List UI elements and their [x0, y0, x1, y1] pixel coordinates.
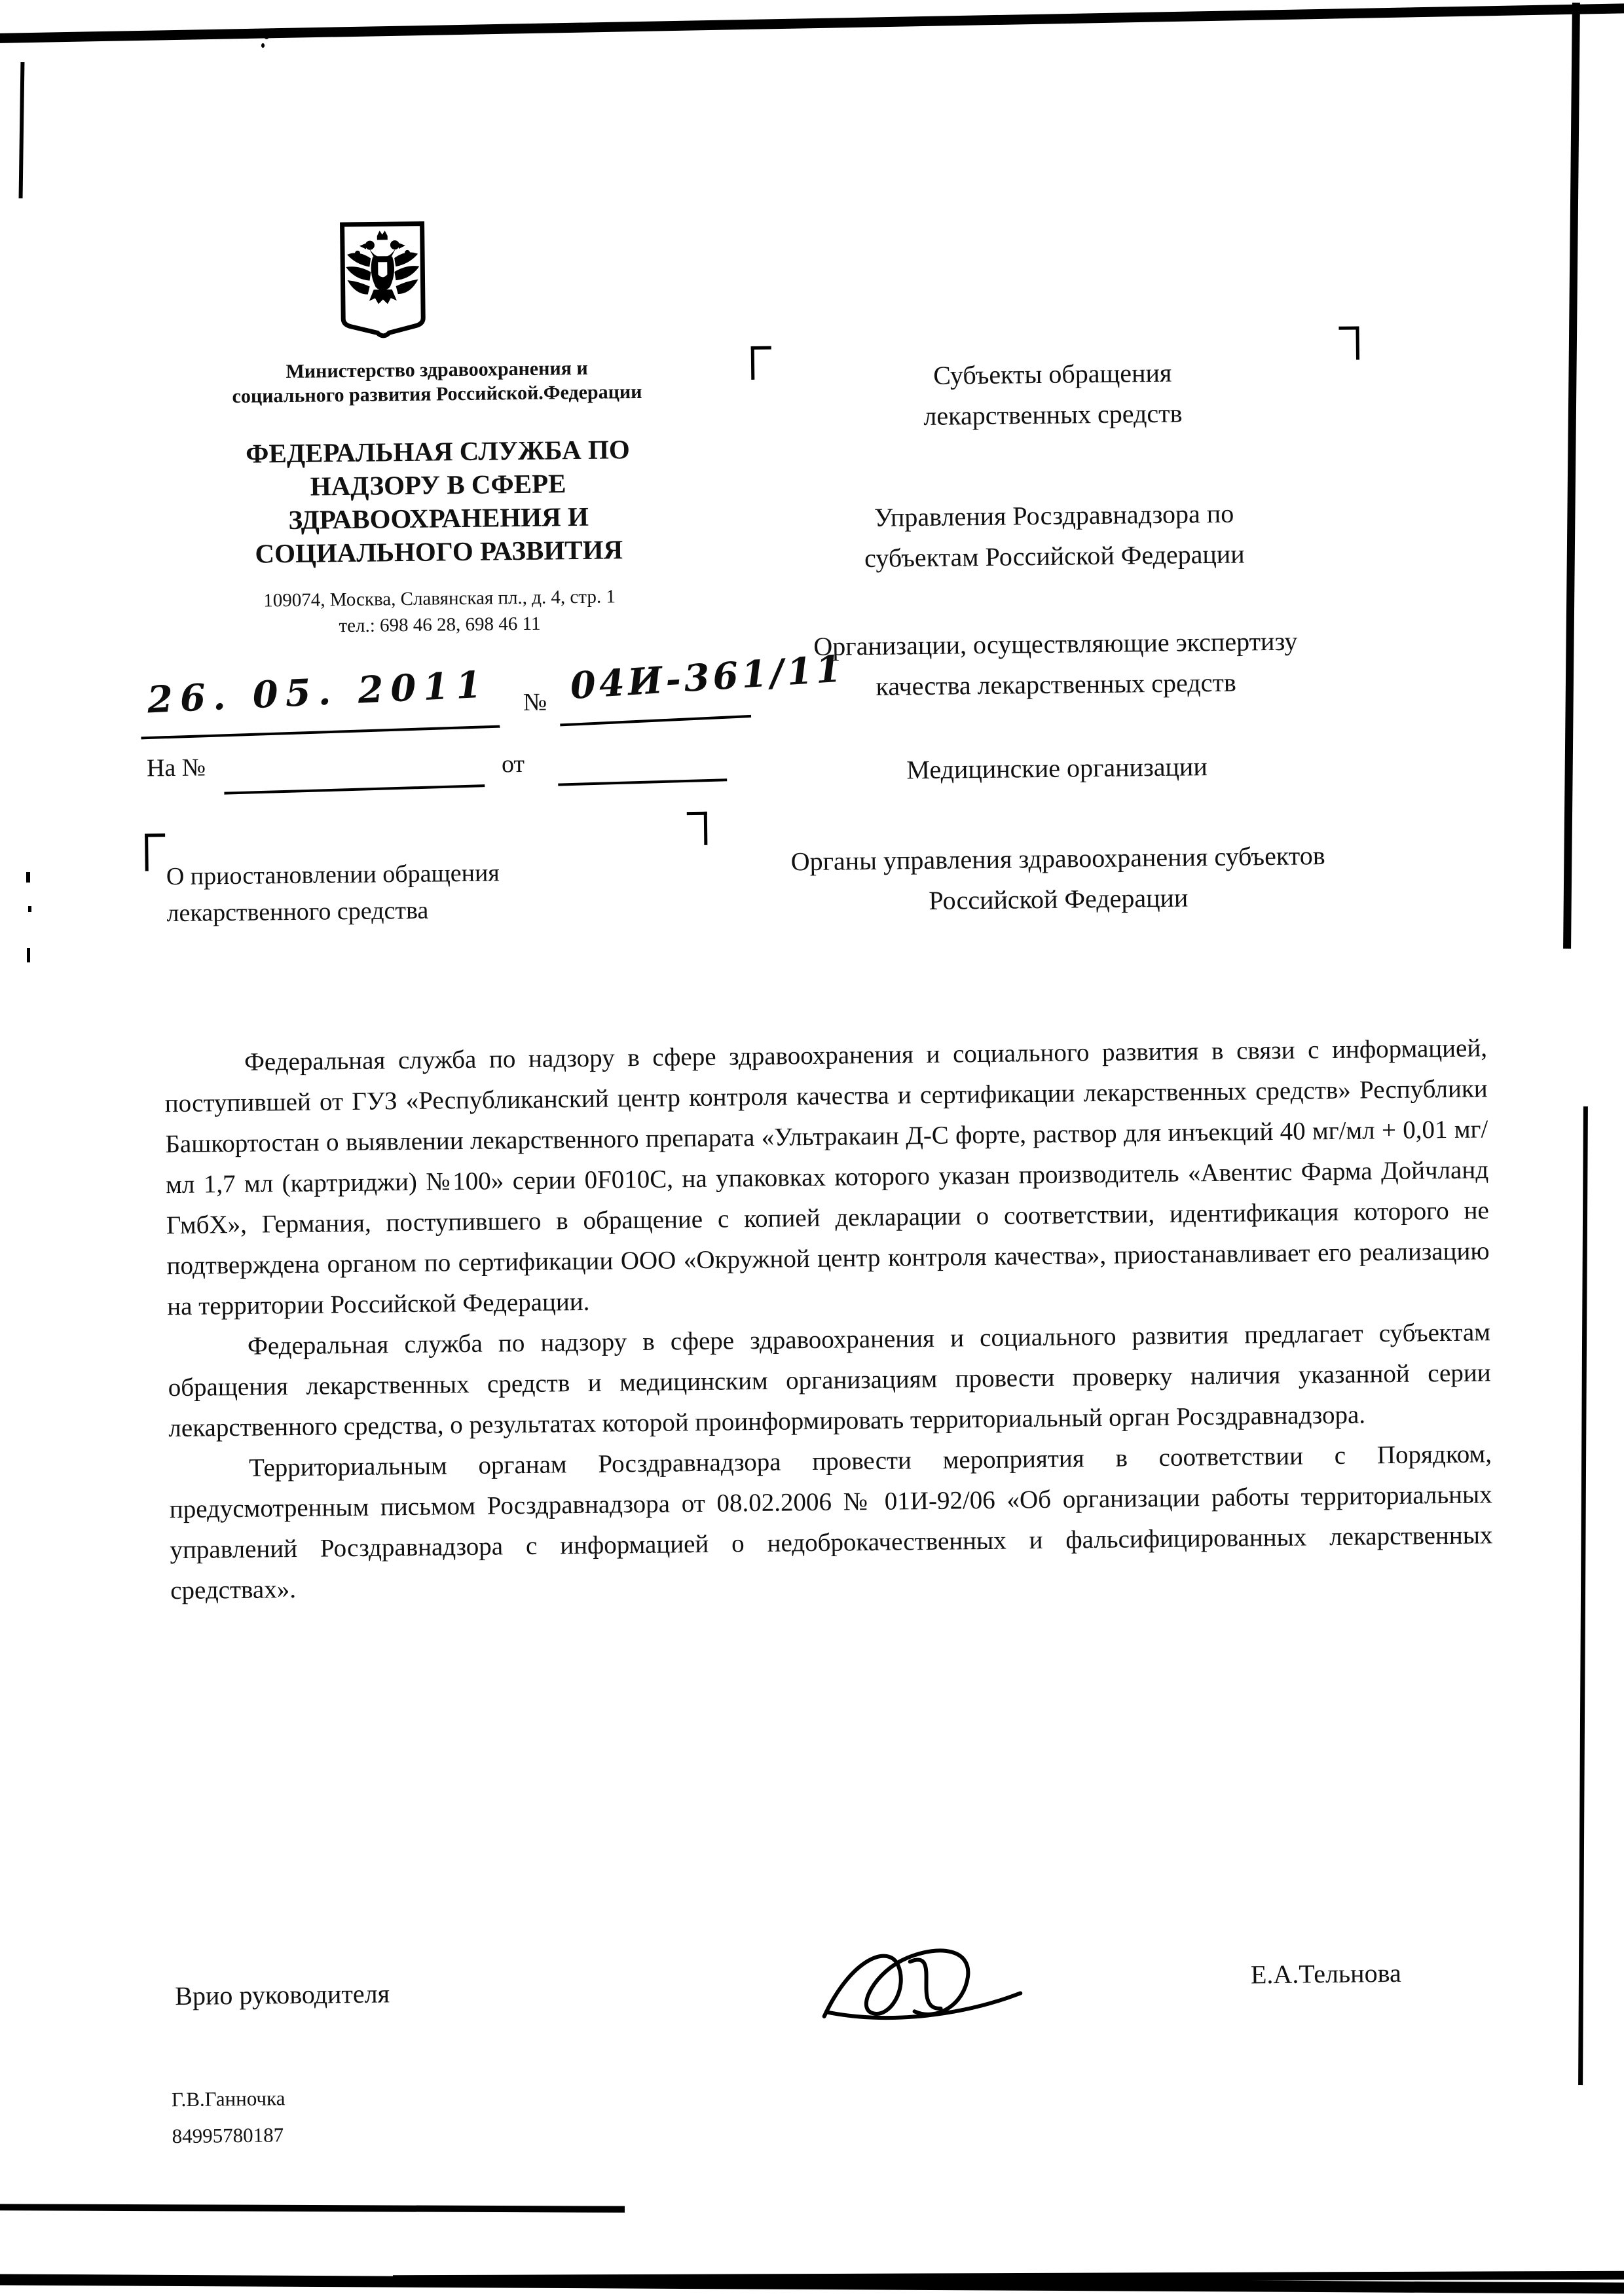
- executor-block: [172, 2080, 286, 2155]
- service-name: ФЕДЕРАЛЬНАЯ СЛУЖБА ПО НАДЗОРУ В СФЕРЕ ЗДРАВООХРАНЕНИЯ И СОЦИАЛЬНОГО РАЗВИТИЯ: [245, 434, 630, 569]
- recipients-block: [725, 350, 1386, 923]
- recipient-item: Управления Росздравнадзора по субъектам Российской Федерации: [864, 498, 1245, 574]
- executor-name: Г.В.Ганночка: [171, 2086, 286, 2111]
- letter-subject: О приостановлении обращения лекарственного средства: [166, 859, 500, 928]
- russian-coat-of-arms-icon: [335, 219, 430, 344]
- signer-position: Врио руководителя: [174, 1978, 390, 2011]
- subject-corner-bracket-right: [687, 812, 708, 845]
- number-underline: [560, 715, 751, 726]
- letterhead-address: 109074, Москва, Славянская пл., д. 4, стр. 1: [263, 586, 616, 611]
- letter-date-handwritten: 26. 05. 2011: [146, 663, 490, 722]
- executor-phone: 84995780187: [172, 2123, 284, 2148]
- letterhead-phone: тел.: 698 46 28, 698 46 11: [339, 613, 541, 637]
- letterhead: [188, 355, 689, 641]
- handwritten-signature: [811, 1930, 1035, 2047]
- body-paragraph: Территориальным органам Росздравнадзора провести мероприятия в соответствии с Порядком, предусмотренным письмом Росздравнадзора от 08.02.2006 № 01И-92/06 «Об организации работы территориальных управлений Росздравнадзора с информацией о недоброкачественных и фальсифицированных лекарственных средствах».: [169, 1440, 1493, 1605]
- subject-corner-bracket-left: [145, 833, 166, 871]
- body-paragraph: Федеральная служба по надзору в сфере здравоохранения и социального развития предлагает субъектам обращения лекарственных средств и медицинским организациям провести проверку наличия указанной серии лекарственного средства, о результатах которой проинформировать территориальный орган Росздравнадзора.: [168, 1318, 1491, 1443]
- reply-date-underline: [558, 778, 727, 786]
- reply-from-label: от: [501, 750, 525, 778]
- reply-to-label: На №: [146, 754, 206, 782]
- reply-number-underline: [224, 784, 485, 794]
- letter-body: [164, 1028, 1494, 1611]
- recipient-item: Организации, осуществляющие экспертизу качества лекарственных средств: [813, 626, 1298, 701]
- number-sign: №: [523, 688, 547, 716]
- signer-name: Е.А.Тельнова: [1250, 1958, 1401, 1990]
- recipient-item: Медицинские организации: [906, 752, 1208, 785]
- date-underline: [141, 725, 500, 740]
- recipient-item: Субъекты обращения лекарственных средств: [923, 357, 1183, 431]
- recipient-item: Органы управления здравоохранения субъектов Российской Федерации: [790, 841, 1325, 915]
- body-paragraph: Федеральная служба по надзору в сфере здравоохранения и социального развития в связи с информацией, поступившей от ГУЗ «Республиканский центр контроля качества и сертификации лекарственных средств» Республики Башкортостан о выявлении лекарственного препарата «Ультракаин Д-С форте, раствор для инъекций 40 мг/мл + 0,01 мг/мл 1,7 мл (картриджи) №100» серии 0F010C, на упаковках которого указан производитель «Авентис Фарма Дойчланд ГмбХ», Германия, поступившего в обращение с копией декларации о соответствии, идентификация которого не подтверждена органом по сертификации ООО «Окружной центр контроля качества», приостанавливает его реализацию на территории Российской Федерации.: [164, 1034, 1490, 1321]
- letter-number-handwritten: 04И-361/11: [568, 647, 846, 708]
- ministry-name: Министерство здравоохранения и социального развития Российской.Федерации: [232, 357, 642, 407]
